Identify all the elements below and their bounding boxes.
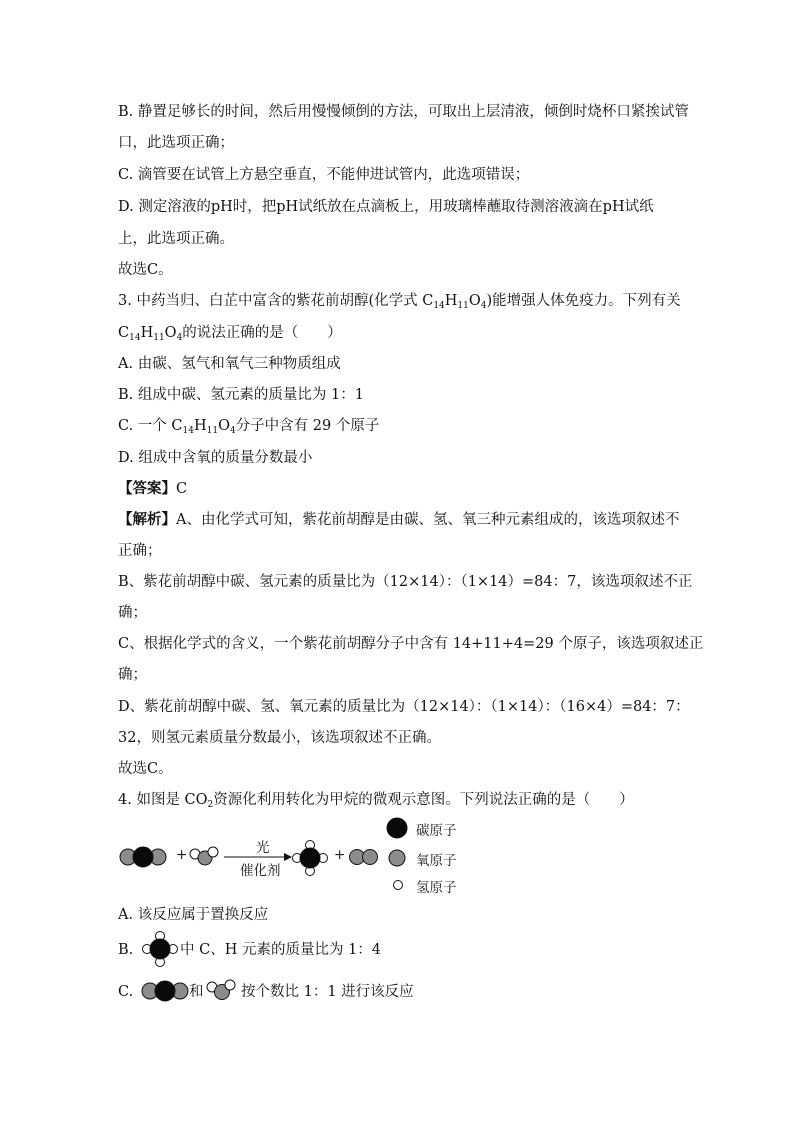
q3-analysis-d-line1: D、紫花前胡醇中碳、氢、氧元素的质量比为（12×14）：（1×14）：（16×4）=84：7： bbox=[118, 699, 690, 715]
answer-tag: 【答案】 bbox=[118, 480, 176, 497]
oxygen-atom bbox=[120, 849, 136, 865]
hydrogen-atom bbox=[293, 854, 302, 863]
hydrogen-atom bbox=[207, 982, 217, 992]
hydrogen-atom bbox=[169, 945, 178, 954]
q3-stem-line1: 3. 中药当归、白芷中富含的紫花前胡醇(化学式 $C_{14}H_{11}O_4$)能增强人体免疫力。下列有关 bbox=[118, 293, 681, 311]
prev-option-d-line2: 上，此选项正确。 bbox=[118, 231, 234, 247]
q3-answer: 【答案】C bbox=[118, 480, 188, 497]
h2-molecule bbox=[190, 847, 218, 865]
hydrogen-atom bbox=[190, 849, 200, 859]
oxygen-atom bbox=[350, 850, 365, 865]
arrow-head bbox=[284, 853, 292, 861]
option-b-ch4 bbox=[143, 932, 178, 967]
co2-molecule bbox=[120, 847, 166, 867]
q4-option-c-and: 和 bbox=[189, 984, 204, 1000]
condition-catalyst: 催化剂 bbox=[240, 863, 281, 879]
hydrogen-atom bbox=[306, 867, 315, 876]
q4-option-c-text: 按个数比 1：1 进行该反应 bbox=[241, 984, 414, 1000]
hydrogen-atom bbox=[156, 958, 165, 967]
carbon-atom bbox=[300, 848, 320, 868]
prev-choice: 故选C。 bbox=[118, 262, 173, 278]
oxygen-atom bbox=[363, 850, 378, 865]
q3-option-d: D. 组成中含氧的质量分数最小 bbox=[118, 450, 313, 466]
q3-option-b: B. 组成中碳、氢元素的质量比为 1：1 bbox=[118, 387, 364, 403]
hydrogen-atom bbox=[306, 841, 315, 850]
q3-option-a: A. 由碳、氢气和氧气三种物质组成 bbox=[118, 356, 341, 372]
q3-analysis-a-line2: 正确； bbox=[118, 543, 162, 559]
q4-option-c-label: C. bbox=[118, 984, 134, 1000]
carbon-atom bbox=[133, 847, 153, 867]
hydrogen-atom bbox=[225, 980, 235, 990]
hydrogen-atom bbox=[208, 847, 218, 857]
hydrogen-atom bbox=[143, 945, 152, 954]
oxygen-atom bbox=[150, 849, 166, 865]
hydrogen-atom bbox=[319, 854, 328, 863]
h2o-molecules bbox=[350, 850, 378, 865]
legend-hydrogen-swatch bbox=[394, 881, 403, 890]
plus-sign: + bbox=[334, 847, 346, 863]
q3-choice: 故选C。 bbox=[118, 761, 173, 777]
q3-analysis-b-line1: B、紫花前胡醇中碳、氢元素的质量比为（12×14）：（1×14）=84：7，该选项叙述不正 bbox=[118, 574, 693, 590]
q3-analysis-c-line1: C、根据化学式的含义，一个紫花前胡醇分子中含有 14+11+4=29 个原子，该选项叙述正 bbox=[118, 636, 704, 652]
prev-option-b-line1: B. 静置足够长的时间，然后用慢慢倾倒的方法，可取出上层清液，倾倒时烧杯口紧挨试管 bbox=[118, 104, 689, 120]
q4-option-a: A. 该反应属于置换反应 bbox=[118, 907, 269, 923]
q3-analysis-d-line2: 32，则氢元素质量分数最小，该选项叙述不正确。 bbox=[118, 730, 441, 746]
legend-oxygen-label: 氧原子 bbox=[416, 853, 457, 869]
prev-option-d-line1: D. 测定溶液的pH时，把pH试纸放在点滴板上，用玻璃棒蘸取待测溶液滴在pH试纸 bbox=[118, 199, 654, 215]
q3-stem-line2: $C_{14}H_{11}O_4$的说法正确的是（ ） bbox=[118, 325, 342, 343]
hydrogen-atom bbox=[156, 932, 165, 941]
prev-option-c: C. 滴管要在试管上方悬空垂直，不能伸进试管内，此选项错误； bbox=[118, 167, 530, 183]
q3-analysis-b-line2: 确； bbox=[118, 605, 147, 621]
oxygen-atom bbox=[215, 985, 230, 1000]
analysis-tag: 【解析】 bbox=[118, 511, 176, 528]
carbon-atom bbox=[150, 939, 170, 959]
oxygen-atom bbox=[198, 851, 212, 865]
prev-option-b-line2: 口，此选项正确； bbox=[118, 135, 234, 151]
legend-carbon-swatch bbox=[387, 818, 407, 838]
legend-hydrogen-label: 氢原子 bbox=[416, 880, 457, 896]
legend-oxygen-swatch bbox=[389, 850, 405, 866]
ch4-molecule bbox=[293, 841, 328, 876]
carbon-atom bbox=[155, 981, 175, 1001]
q3-analysis-c-line2: 确； bbox=[118, 667, 147, 683]
q3-analysis-a-line1: 【解析】A、由化学式可知，紫花前胡醇是由碳、氢、氧三种元素组成的，该选项叙述不 bbox=[118, 511, 680, 528]
option-c-co2 bbox=[142, 981, 188, 1001]
q4-stem: 4. 如图是 $CO_2$资源化利用转化为甲烷的微观示意图。下列说法正确的是（ ） bbox=[118, 792, 634, 810]
q3-option-c: C. 一个 $C_{14}H_{11}O_4$分子中含有 29 个原子 bbox=[118, 418, 380, 436]
plus-sign: + bbox=[176, 847, 188, 863]
oxygen-atom bbox=[142, 983, 158, 999]
option-c-h2 bbox=[207, 980, 235, 1000]
oxygen-atom bbox=[172, 983, 188, 999]
q4-option-b-label: B. bbox=[118, 942, 134, 958]
q4-option-b-text: 中 C、H 元素的质量比为 1：4 bbox=[180, 942, 382, 958]
legend bbox=[387, 818, 407, 890]
condition-light: 光 bbox=[256, 840, 270, 856]
legend-carbon-label: 碳原子 bbox=[416, 823, 457, 839]
